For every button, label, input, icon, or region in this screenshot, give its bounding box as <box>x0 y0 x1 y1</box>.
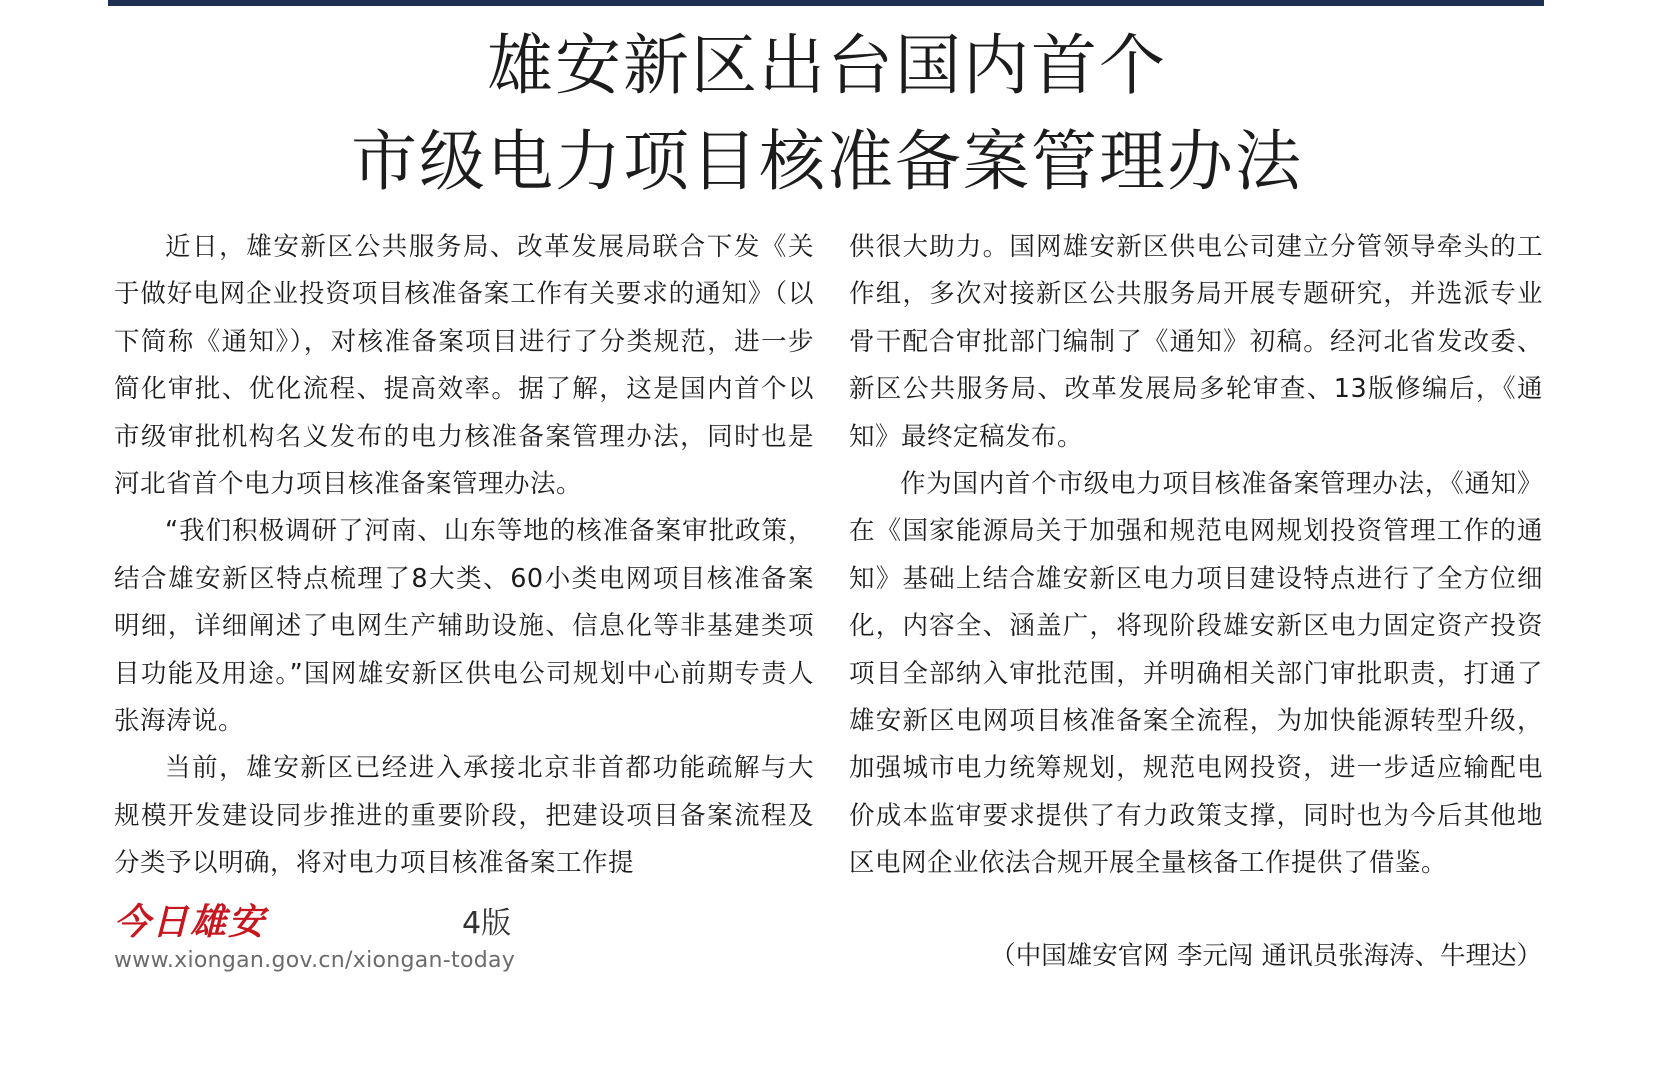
headline-line-1: 雄安新区出台国内首个 <box>487 27 1167 104</box>
article-paragraph: “我们积极调研了河南、山东等地的核准备案审批政策，结合雄安新区特点梳理了8大类、60小类电网项目核准备案明细，详细阐述了电网生产辅助设施、信息化等非基建类项目功能及用途。”国网雄安新区供电公司规划中心前期专责人张海涛说。 <box>114 516 814 737</box>
article-paragraph-continued: 供很大助力。国网雄安新区供电公司建立分管领导牵头的工作组，多次对接新区公共服务局开展专题研究，并选派专业骨干配合审批部门编制了《通知》初稿。经河北省发改委、新区公共服务局、改革发展局多轮审查、13版修编后，《通知》最终定稿发布。 <box>849 232 1543 452</box>
article-paragraph: 作为国内首个市级电力项目核准备案管理办法，《通知》在《国家能源局关于加强和规范电网规划投资管理工作的通知》基础上结合雄安新区电力项目建设特点进行了全方位细化，内容全、涵盖广，将现阶段雄安新区电力固定资产投资项目全部纳入审批范围，并明确相关部门审批职责，打通了雄安新区电网项目核准备案全流程，为加快能源转型升级，加强城市电力统筹规划，规范电网投资，进一步适应输配电价成本监审要求提供了有力政策支撑，同时也为今后其他地区电网企业依法合规开展全量核备工作提供了借鉴。 <box>849 469 1543 879</box>
page-number: 4版 <box>462 906 512 941</box>
site-url-link[interactable]: www.xiongan.gov.cn/xiongan-today <box>114 948 516 973</box>
article-paragraph: 当前，雄安新区已经进入承接北京非首都功能疏解与大规模开发建设同步推进的重要阶段，把建设项目备案流程及分类予以明确，将对电力项目核准备案工作提 <box>114 753 814 879</box>
top-rule-bar <box>108 0 1544 6</box>
article-paragraph: 近日，雄安新区公共服务局、改革发展局联合下发《关于做好电网企业投资项目核准备案工作有关要求的通知》（以下简称《通知》），对核准备案项目进行了分类规范，进一步简化审批、优化流程、提高效率。据了解，这是国内首个以市级审批机构名义发布的电力核准备案管理办法，同时也是河北省首个电力项目核准备案管理办法。 <box>114 232 814 500</box>
masthead-logo: 今日雄安 <box>114 901 267 943</box>
headline-line-2: 市级电力项目核准备案管理办法 <box>351 123 1303 200</box>
article-left-column <box>114 224 814 888</box>
article-right-column <box>849 224 1543 888</box>
article-byline: （中国雄安官网 李元闯 通讯员张海涛、牛理达） <box>990 941 1542 971</box>
